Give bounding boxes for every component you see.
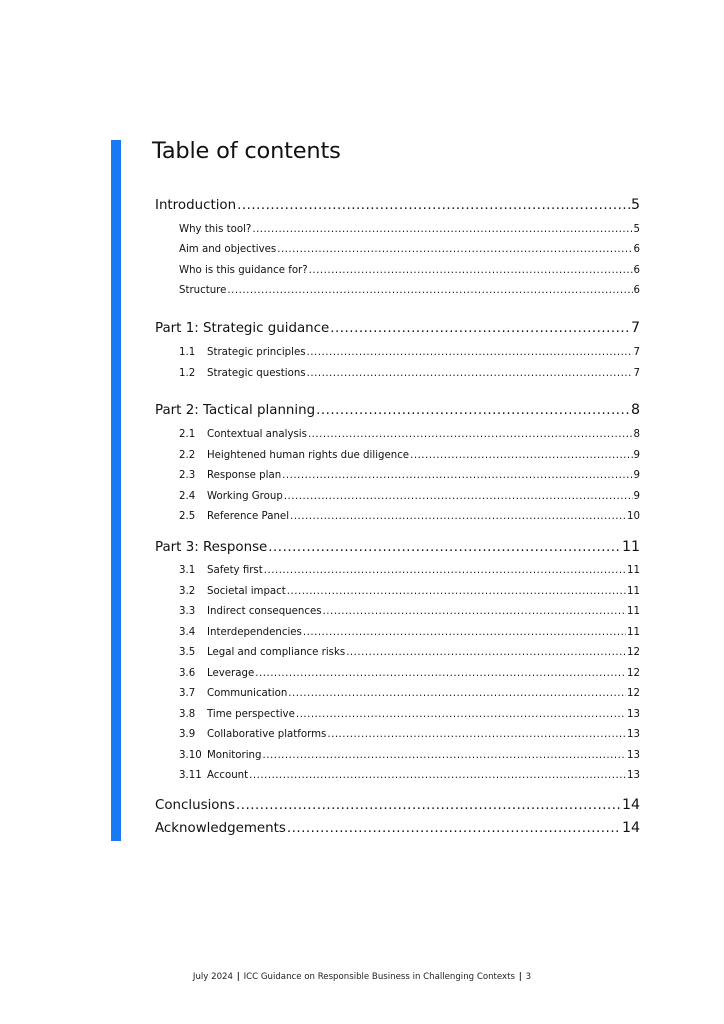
toc-subentry-number: 3.4 bbox=[179, 627, 196, 638]
toc-subentry[interactable] bbox=[179, 429, 640, 440]
toc-subentry-number: 2.5 bbox=[179, 511, 196, 522]
toc-subentry[interactable] bbox=[179, 627, 640, 638]
toc-entry-conclusions[interactable] bbox=[155, 797, 640, 813]
toc-subentry[interactable] bbox=[179, 347, 640, 358]
toc-subentry-page: 11 bbox=[627, 565, 640, 576]
toc-subentry-page: 13 bbox=[627, 750, 640, 761]
dot-leader bbox=[346, 647, 626, 658]
dot-leader bbox=[307, 368, 633, 379]
dot-leader bbox=[410, 450, 632, 461]
toc-entry-label: Part 1: Strategic guidance bbox=[155, 321, 330, 336]
toc-subentry-number: 2.4 bbox=[179, 491, 196, 502]
toc-subentry-label: Monitoring bbox=[207, 750, 262, 761]
toc-subentry-label: Contextual analysis bbox=[207, 429, 307, 440]
toc-subentry[interactable] bbox=[179, 668, 640, 679]
toc-subentry-label: Reference Panel bbox=[207, 511, 290, 522]
toc-subentry[interactable] bbox=[179, 770, 640, 781]
toc-subentry[interactable] bbox=[179, 606, 640, 617]
footer-page-number: 3 bbox=[525, 972, 532, 982]
toc-subentry-label: Why this tool? bbox=[179, 224, 252, 235]
dot-leader bbox=[307, 347, 633, 358]
toc-subentry-label: Structure bbox=[179, 285, 227, 296]
toc-subentry-number: 2.2 bbox=[179, 450, 196, 461]
toc-subentry[interactable] bbox=[179, 586, 640, 597]
toc-subentry[interactable] bbox=[179, 244, 640, 255]
toc-subentry-number: 3.9 bbox=[179, 729, 196, 740]
dot-leader bbox=[303, 627, 626, 638]
toc-subentry-number: 2.3 bbox=[179, 470, 196, 481]
dot-leader bbox=[296, 709, 626, 720]
dot-leader bbox=[252, 224, 632, 235]
toc-subentry-label: Who is this guidance for? bbox=[179, 265, 308, 276]
dot-leader bbox=[262, 750, 626, 761]
toc-subentry-label: Aim and objectives bbox=[179, 244, 277, 255]
dot-leader bbox=[284, 491, 633, 502]
toc-subentry-label: Collaborative platforms bbox=[207, 729, 327, 740]
toc-subentry-number: 3.6 bbox=[179, 668, 196, 679]
toc-subentry[interactable] bbox=[179, 491, 640, 502]
toc-entry-acknowledgements[interactable] bbox=[155, 820, 640, 836]
toc-subentry-number: 3.5 bbox=[179, 647, 196, 658]
footer-separator: | bbox=[518, 972, 522, 982]
toc-subentry-label: Societal impact bbox=[207, 586, 286, 597]
dot-leader bbox=[327, 729, 626, 740]
toc-subentry-label: Interdependencies bbox=[207, 627, 302, 638]
dot-leader bbox=[282, 470, 632, 481]
dot-leader bbox=[227, 285, 632, 296]
toc-entry-page: 11 bbox=[621, 539, 640, 555]
toc-subentry-label: Strategic questions bbox=[207, 368, 306, 379]
footer-publication: ICC Guidance on Responsible Business in Challenging Contexts bbox=[243, 972, 515, 982]
toc-subentry-number: 3.11 bbox=[179, 770, 202, 781]
toc-entry-label: Part 3: Response bbox=[155, 540, 268, 555]
dot-leader bbox=[277, 244, 632, 255]
accent-bar bbox=[111, 140, 121, 841]
toc-subentry-label: Account bbox=[207, 770, 249, 781]
toc-subentry-page: 11 bbox=[627, 606, 640, 617]
toc-entry-page: 14 bbox=[621, 820, 640, 836]
toc-subentry[interactable] bbox=[179, 224, 640, 235]
page-footer bbox=[0, 972, 724, 982]
toc-subentry-page: 6 bbox=[633, 244, 640, 255]
toc-subentry-page: 12 bbox=[627, 647, 640, 658]
dot-leader bbox=[236, 798, 621, 813]
toc-subentry[interactable] bbox=[179, 647, 640, 658]
toc-subentry-page: 12 bbox=[627, 688, 640, 699]
toc-subentry-page: 9 bbox=[633, 450, 640, 461]
toc-entry-label: Conclusions bbox=[155, 798, 235, 813]
toc-entry-label: Part 2: Tactical planning bbox=[155, 403, 316, 418]
toc-subentry[interactable] bbox=[179, 565, 640, 576]
toc-subentry-page: 7 bbox=[633, 368, 640, 379]
dot-leader bbox=[323, 606, 627, 617]
toc-subentry-number: 1.1 bbox=[179, 347, 196, 358]
dot-leader bbox=[308, 429, 633, 440]
toc-subentry-page: 12 bbox=[627, 668, 640, 679]
toc-subentry[interactable] bbox=[179, 688, 640, 699]
toc-subentry-label: Working Group bbox=[207, 491, 283, 502]
toc-subentry[interactable] bbox=[179, 511, 640, 522]
toc-entry-introduction[interactable] bbox=[155, 197, 640, 213]
toc-entry-label: Acknowledgements bbox=[155, 821, 286, 836]
toc-subentry-page: 9 bbox=[633, 491, 640, 502]
toc-subentry[interactable] bbox=[179, 450, 640, 461]
toc-subentry-number: 3.10 bbox=[179, 750, 202, 761]
toc-subentry-number: 3.1 bbox=[179, 565, 196, 576]
toc-subentry-number: 1.2 bbox=[179, 368, 196, 379]
toc-subentry-label: Leverage bbox=[207, 668, 255, 679]
toc-entry-page: 7 bbox=[630, 320, 640, 336]
page-title: Table of contents bbox=[152, 138, 341, 164]
toc-subentry-page: 13 bbox=[627, 729, 640, 740]
dot-leader bbox=[255, 668, 626, 679]
toc-subentry[interactable] bbox=[179, 265, 640, 276]
toc-subentry-number: 3.7 bbox=[179, 688, 196, 699]
toc-entry-page: 14 bbox=[621, 797, 640, 813]
toc-subentry-page: 5 bbox=[633, 224, 640, 235]
dot-leader bbox=[309, 265, 633, 276]
toc-subentry-label: Time perspective bbox=[207, 709, 295, 720]
toc-subentry[interactable] bbox=[179, 750, 640, 761]
toc-subentry-page: 6 bbox=[633, 285, 640, 296]
dot-leader bbox=[268, 540, 621, 555]
toc-entry-label: Introduction bbox=[155, 198, 237, 213]
dot-leader bbox=[288, 688, 626, 699]
toc-subentry-label: Safety first bbox=[207, 565, 263, 576]
dot-leader bbox=[287, 586, 626, 597]
dot-leader bbox=[237, 198, 630, 213]
toc-subentry-page: 10 bbox=[627, 511, 640, 522]
toc-subentry-label: Indirect consequences bbox=[207, 606, 322, 617]
toc-entry-part1[interactable] bbox=[155, 320, 640, 336]
toc-subentry-label: Response plan bbox=[207, 470, 282, 481]
toc-subentry-page: 8 bbox=[633, 429, 640, 440]
toc-subentry-label: Communication bbox=[207, 688, 288, 699]
toc-subentry-label: Heightened human rights due diligence bbox=[207, 450, 410, 461]
toc-subentry-page: 11 bbox=[627, 586, 640, 597]
toc-subentry-number: 3.2 bbox=[179, 586, 196, 597]
toc-subentry-page: 6 bbox=[633, 265, 640, 276]
toc-subentry[interactable] bbox=[179, 285, 640, 296]
toc-subentry-page: 7 bbox=[633, 347, 640, 358]
footer-separator: | bbox=[236, 972, 240, 982]
toc-subentry[interactable] bbox=[179, 729, 640, 740]
footer-date: July 2024 bbox=[192, 972, 233, 982]
toc-entry-part2[interactable] bbox=[155, 402, 640, 418]
toc-subentry-label: Strategic principles bbox=[207, 347, 306, 358]
toc-entry-page: 8 bbox=[630, 402, 640, 418]
dot-leader bbox=[316, 403, 630, 418]
toc-subentry-page: 13 bbox=[627, 770, 640, 781]
toc-subentry-number: 3.8 bbox=[179, 709, 196, 720]
toc-subentry-label: Legal and compliance risks bbox=[207, 647, 346, 658]
dot-leader bbox=[264, 565, 626, 576]
dot-leader bbox=[290, 511, 626, 522]
toc-entry-part3[interactable] bbox=[155, 539, 640, 555]
toc-subentry[interactable] bbox=[179, 709, 640, 720]
toc-subentry-number: 2.1 bbox=[179, 429, 196, 440]
dot-leader bbox=[249, 770, 626, 781]
toc-subentry[interactable] bbox=[179, 368, 640, 379]
dot-leader bbox=[287, 821, 621, 836]
toc-subentry-page: 9 bbox=[633, 470, 640, 481]
toc-subentry-number: 3.3 bbox=[179, 606, 196, 617]
toc-subentry[interactable] bbox=[179, 470, 640, 481]
toc-entry-page: 5 bbox=[630, 197, 640, 213]
dot-leader bbox=[330, 321, 630, 336]
toc-subentry-page: 13 bbox=[627, 709, 640, 720]
toc-subentry-page: 11 bbox=[627, 627, 640, 638]
